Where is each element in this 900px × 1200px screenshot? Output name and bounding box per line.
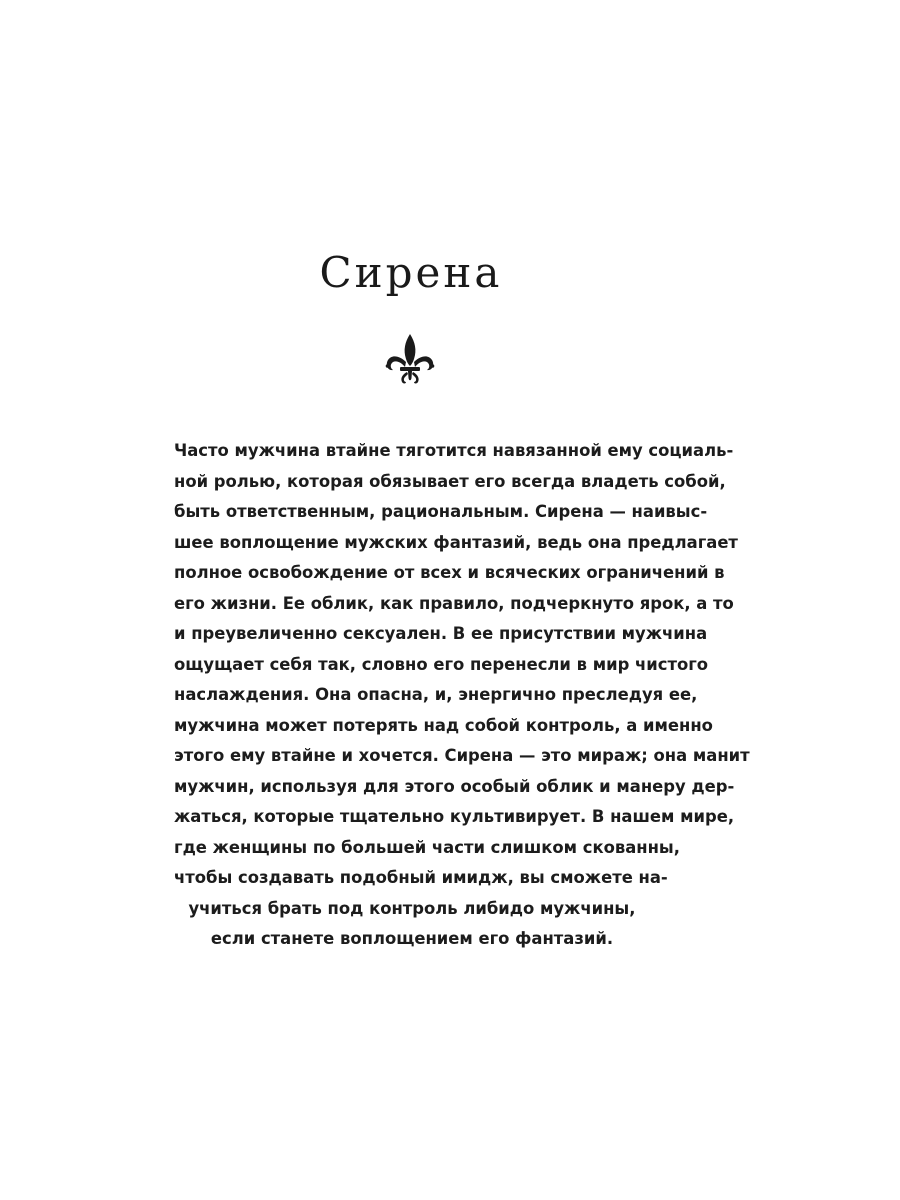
paragraph-line: Часто мужчина втайне тяготится навязанной ему социаль- xyxy=(174,441,734,460)
paragraph-line: ощущает себя так, словно его перенесли в мир чистого xyxy=(174,654,709,674)
paragraph-line: мужчин, используя для этого особый облик и манеру дер- xyxy=(174,776,735,796)
paragraph-line: его жизни. Ее облик, как правило, подчеркнуто ярок, а то xyxy=(174,593,734,613)
paragraph-line: этого ему втайне и хочется. Сирена — это мираж; она манит xyxy=(174,746,750,765)
paragraph-line: и преувеличенно сексуален. В ее присутствии мужчина xyxy=(174,624,708,643)
fleur-de-lis-icon xyxy=(385,332,435,388)
paragraph-line: наслаждения. Она опасна, и, энергично преследуя ее, xyxy=(174,685,698,704)
paragraph-line: жаться, которые тщательно культивирует. В нашем мире, xyxy=(174,807,735,826)
chapter-title: Сирена xyxy=(319,248,503,297)
paragraph-line: полное освобождение от всех и всяческих ограничений в xyxy=(174,563,725,582)
paragraph-line-centered: чтобы создавать подобный имидж, вы сможете на- xyxy=(174,868,668,887)
paragraph-line: быть ответственным, рациональным. Сирена — наивыс- xyxy=(174,502,708,521)
paragraph-line: мужчина может потерять над собой контроль, а именно xyxy=(174,715,713,735)
paragraph-line: ной ролью, которая обязывает его всегда владеть собой, xyxy=(174,471,726,491)
paragraph-line: шее воплощение мужских фантазий, ведь она предлагает xyxy=(174,532,738,552)
paragraph-line-centered: учиться брать под контроль либидо мужчины, xyxy=(188,898,636,918)
paragraph-line-centered: если станете воплощением его фантазий. xyxy=(210,929,614,948)
paragraph-line-centered: где женщины по большей части слишком скованны, xyxy=(174,837,680,857)
body-paragraph xyxy=(174,436,750,955)
